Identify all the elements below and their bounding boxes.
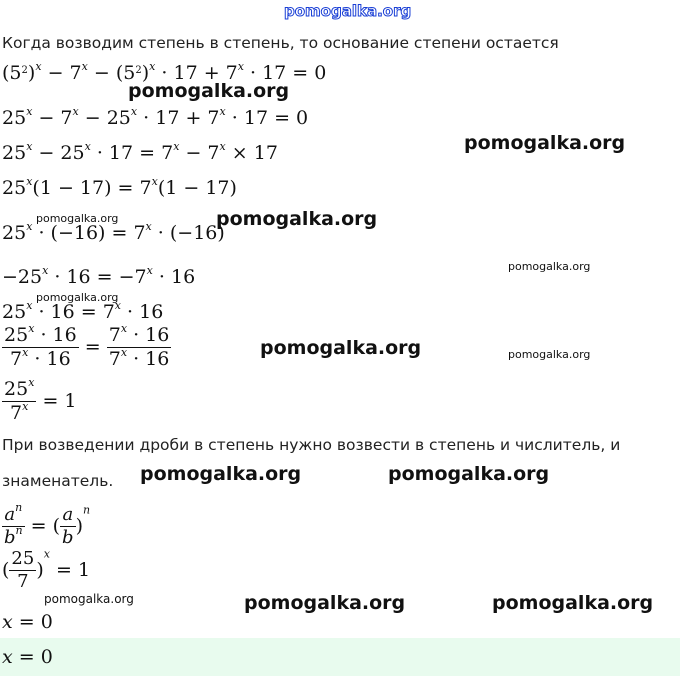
equation-line-10: ( $\frac{25}{7}$ )$^x$ = 1 — [2, 547, 91, 592]
fraction-left: $\frac{25^x \cdot 16}{7^x \cdot 16}$ — [4, 322, 77, 370]
equation-line-7: $25^x \cdot 16 = 7^x \cdot 16$ — [2, 299, 164, 323]
watermark: pomogalka.org — [492, 592, 654, 614]
fraction-an-bn: $\frac{a^n}{b^n}$ — [4, 501, 23, 548]
watermark-top: pomogalka.org — [284, 2, 412, 20]
watermark-small: pomogalka.org — [36, 212, 119, 225]
watermark: pomogalka.org — [464, 132, 626, 154]
equation-line-6: $-25^x \cdot 16 = -7^x \cdot 16$ — [2, 264, 196, 288]
watermark-small: pomogalka.org — [508, 348, 591, 361]
watermark-small: pomogalka.org — [44, 592, 134, 606]
fraction-25-7: $\frac{25}{7}$ — [11, 548, 35, 592]
watermark: pomogalka.org — [140, 463, 302, 485]
watermark-small: pomogalka.org — [508, 260, 591, 273]
fraction-25x-7x: $\frac{25^x}{7^x}$ — [4, 376, 35, 424]
watermark: pomogalka.org — [128, 80, 290, 102]
equation-line-2: $25^x - 7^x - 25^x \cdot 17 + 7^x \cdot 17 = 0$ — [2, 105, 309, 129]
intro-text: Когда возводим степень в степень, то основание степени остается — [2, 34, 559, 52]
equation-line-4: $25^x(1 - 17) = 7^x(1 - 17)$ — [2, 175, 237, 199]
watermark: pomogalka.org — [244, 592, 406, 614]
watermark: pomogalka.org — [216, 208, 378, 230]
watermark: pomogalka.org — [260, 337, 422, 359]
answer-text: x = 0 — [2, 646, 53, 668]
rule-text-line-2: знаменатель. — [2, 472, 114, 490]
answer-box — [0, 638, 680, 676]
equation-line-5: $25^x \cdot (-16) = 7^x \cdot (-16)$ — [2, 220, 225, 244]
fraction-a-b: $\frac{a}{b}$ — [62, 504, 74, 548]
watermark-small: pomogalka.org — [36, 291, 119, 304]
watermark: pomogalka.org — [388, 463, 550, 485]
equation-line-3: $25^x - 25^x \cdot 17 = 7^x - 7^x \times 17$ — [2, 140, 278, 164]
equation-line-11: x = 0 — [2, 611, 53, 633]
rule-text-line-1: При возведении дроби в степень нужно возвести в степень и числитель, и — [2, 436, 621, 454]
equation-rule: $\frac{a^n}{b^n}$ = ( $\frac{a}{b}$ )$^n$ — [4, 501, 91, 548]
equation-line-8: $\frac{25^x \cdot 16}{7^x \cdot 16}$ = $\frac{7^x \cdot 16}{7^x \cdot 16}$ — [4, 322, 170, 370]
equation-line-1: $(5^2)^x - 7^x - (5^2)^x \cdot 17 + 7^x \cdot 17 = 0$ — [2, 60, 327, 84]
fraction-right: $\frac{7^x \cdot 16}{7^x \cdot 16}$ — [108, 322, 170, 370]
equation-line-9: $\frac{25^x}{7^x}$ = 1 — [4, 376, 77, 424]
